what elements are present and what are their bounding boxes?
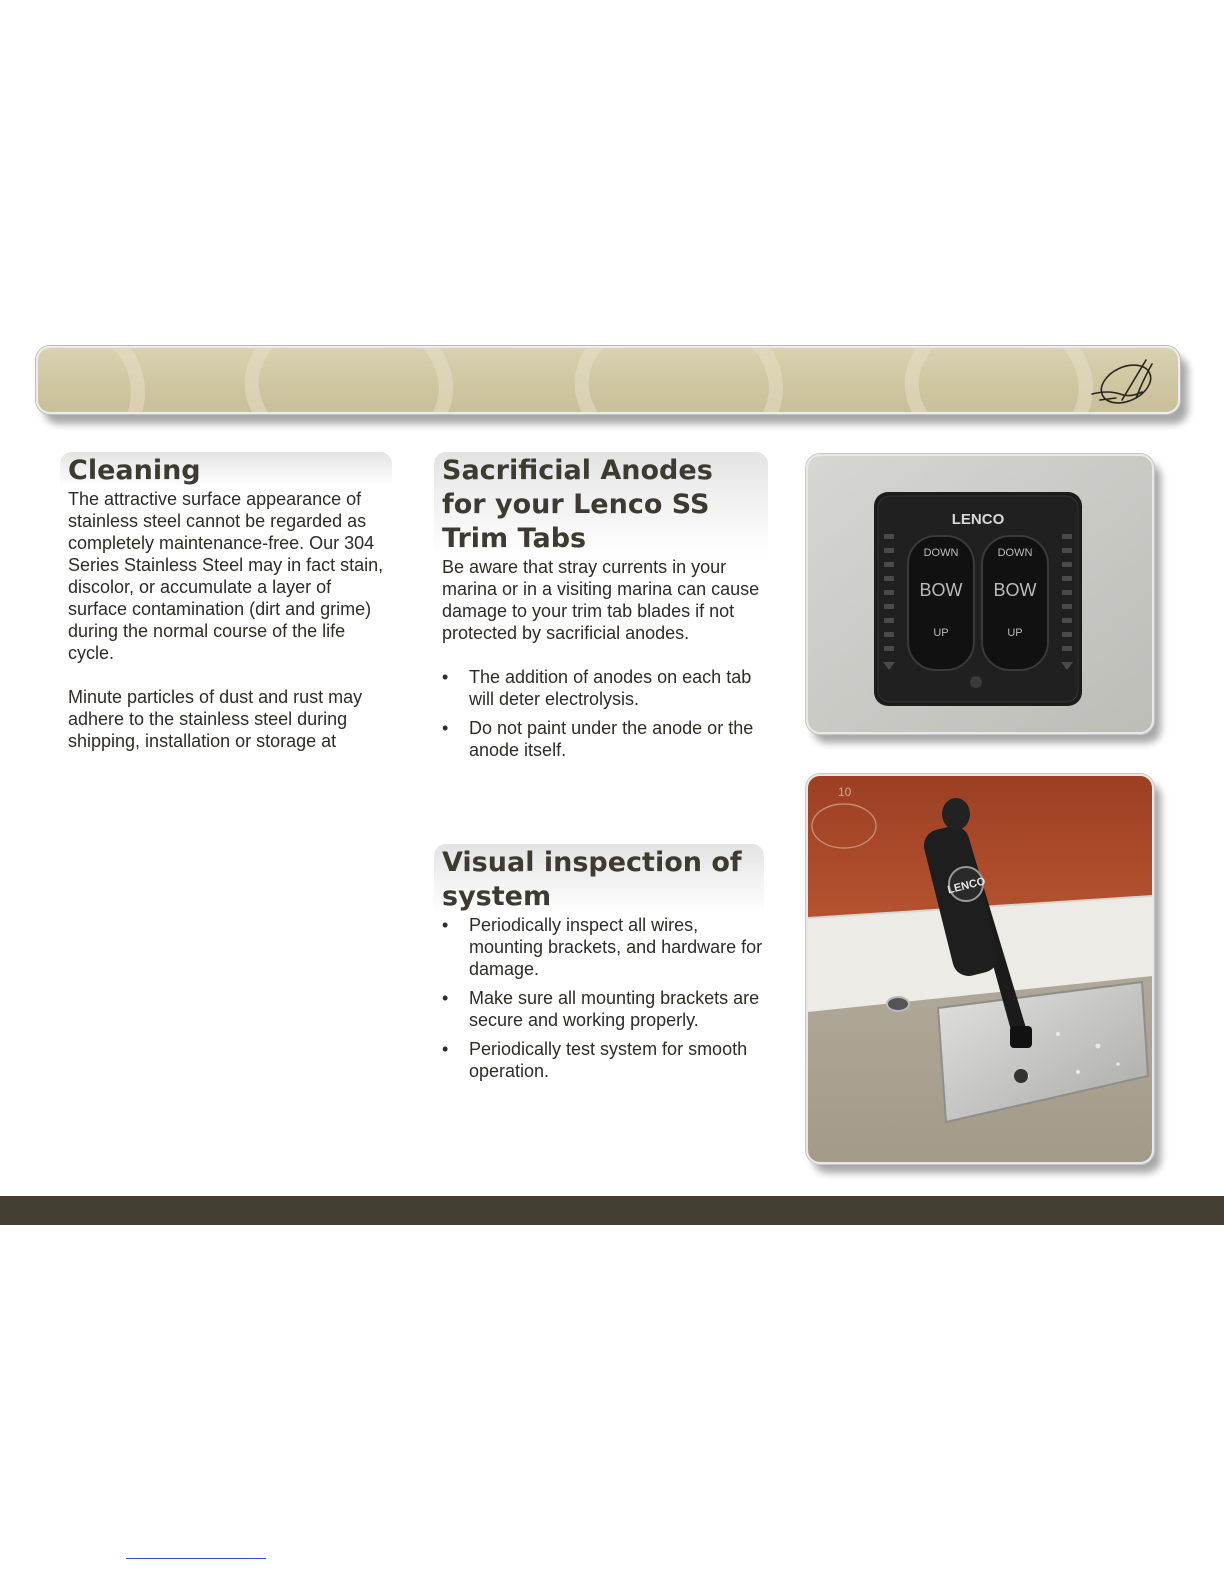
header-banner xyxy=(36,346,1180,414)
control-panel-illustration xyxy=(808,456,1152,732)
list-item: • Periodically test system for smooth operation. xyxy=(442,1038,764,1082)
inspection-header xyxy=(434,844,764,914)
actuator-photo xyxy=(806,774,1154,1164)
list-item: • Make sure all mounting brackets are secure and working properly. xyxy=(442,987,764,1031)
left-down-label: DOWN xyxy=(923,547,959,559)
inspection-bullet-list xyxy=(434,914,764,1082)
anodes-title: Sacrificial Anodes for your Lenco SS Trim Tabs xyxy=(442,455,713,554)
control-panel-photo xyxy=(806,454,1154,734)
right-bow-label: BOW xyxy=(993,580,1037,600)
cleaning-header xyxy=(60,452,392,488)
banner-pattern xyxy=(38,348,1178,412)
anodes-intro: Be aware that stray currents in your marina or in a visiting marina can cause damage to your trim tab blades if not protected by sacrificial anodes. xyxy=(442,557,760,643)
actuator-illustration xyxy=(808,776,1152,1162)
anodes-bullet-list xyxy=(434,666,768,761)
cleaning-paragraph-2: Minute particles of dust and rust may adhere to the stainless steel during shipping, installation or storage at xyxy=(68,687,363,751)
list-item: • Periodically inspect all wires, mounting brackets, and hardware for damage. xyxy=(442,914,764,980)
left-up-label: UP xyxy=(933,627,949,639)
panel-brand-label: LENCO xyxy=(951,511,1005,528)
actuator-brand-label: LENCO xyxy=(946,875,987,897)
list-item: • The addition of anodes on each tab will deter electrolysis. xyxy=(442,666,768,710)
footer-band xyxy=(0,1196,1224,1225)
cleaning-title: Cleaning xyxy=(68,455,201,486)
cleaning-section xyxy=(60,452,392,752)
anodes-section xyxy=(434,452,768,768)
cleaning-paragraph-1: The attractive surface appearance of stainless steel cannot be regarded as completely maintenance-free. Our 304 Series Stainless Steel may in fact stain, discolor, or accumulate a layer of surface contamination (dirt and grime) during the normal course of the life cycle. xyxy=(68,489,384,663)
right-up-label: UP xyxy=(1007,627,1023,639)
bottom-rule xyxy=(126,1558,266,1559)
anodes-header xyxy=(434,452,768,556)
signature-logo-icon xyxy=(1086,354,1160,408)
right-down-label: DOWN xyxy=(997,547,1033,559)
svg-text:10: 10 xyxy=(838,785,852,799)
inspection-section xyxy=(434,844,764,1089)
inspection-title: Visual inspection of system xyxy=(442,847,742,912)
list-item: • Do not paint under the anode or the anode itself. xyxy=(442,717,768,761)
left-bow-label: BOW xyxy=(919,580,963,600)
